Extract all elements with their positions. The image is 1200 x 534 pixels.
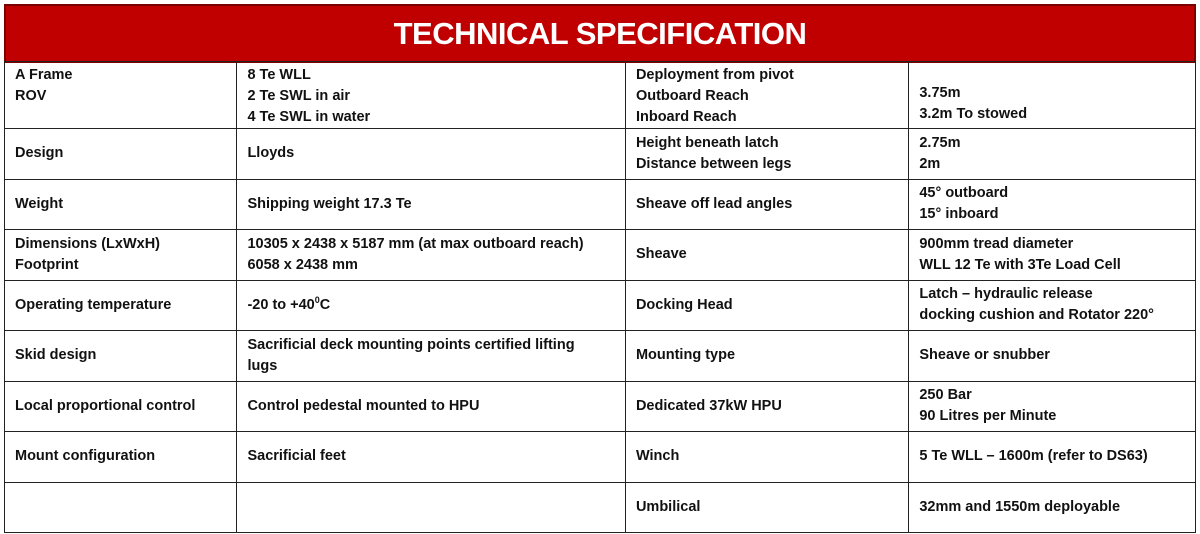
- spec-label: Deployment from pivot: [635, 67, 794, 83]
- spec-value-cell: [909, 331, 1196, 382]
- spec-label-cell: [625, 179, 908, 230]
- spec-label-cell: [625, 331, 908, 382]
- page-title: TECHNICAL SPECIFICATION: [393, 15, 807, 51]
- spec-label: Weight: [15, 195, 64, 212]
- spec-label: Mount configuration: [15, 448, 156, 465]
- spec-value: 3.75m: [919, 85, 961, 101]
- table-row: [5, 432, 1196, 483]
- spec-label: Mounting type: [635, 347, 736, 364]
- spec-label-cell: [5, 381, 237, 432]
- spec-label: Winch: [635, 448, 680, 465]
- spec-value: 6058 x 2438 mm: [247, 256, 358, 273]
- spec-value: 45° outboard: [919, 185, 1009, 202]
- spec-table: [4, 61, 1196, 533]
- spec-value: Lloyds: [247, 145, 295, 162]
- table-row: [5, 179, 1196, 230]
- spec-label-cell: [5, 179, 237, 230]
- spec-label-cell: [5, 280, 237, 331]
- spec-label-cell: [625, 482, 908, 533]
- spec-value-cell: [237, 62, 626, 129]
- title-banner: [4, 4, 1196, 63]
- table-row: [5, 482, 1196, 533]
- spec-value: lugs: [247, 357, 278, 374]
- spec-label-cell: [625, 62, 908, 129]
- spec-label-cell: [5, 129, 237, 180]
- spec-label-cell: [625, 129, 908, 180]
- table-row: [5, 230, 1196, 281]
- spec-value-cell: [237, 432, 626, 483]
- spec-value: Sheave or snubber: [919, 347, 1050, 364]
- spec-value-cell: [237, 230, 626, 281]
- table-row: [5, 129, 1196, 180]
- degree-superscript: 0: [314, 294, 320, 305]
- spec-value: docking cushion and Rotator 220°: [919, 307, 1154, 324]
- spec-value: 8 Te WLL: [247, 67, 311, 83]
- spec-label-cell: [5, 432, 237, 483]
- spec-value-cell: [237, 331, 626, 382]
- spec-value-cell: [909, 62, 1196, 129]
- spec-value-cell: [909, 280, 1196, 331]
- spec-label-cell: [5, 331, 237, 382]
- spec-label: Dimensions (LxWxH): [15, 235, 161, 252]
- spec-value: 5 Te WLL – 1600m (refer to DS63): [919, 448, 1148, 465]
- spec-value: Control pedestal mounted to HPU: [247, 397, 480, 414]
- spec-value: 900mm tread diameter: [919, 235, 1074, 252]
- table-row: [5, 331, 1196, 382]
- spec-value: Shipping weight 17.3 Te: [247, 195, 412, 212]
- spec-label: ROV: [15, 88, 47, 104]
- spec-label: Design: [15, 145, 64, 162]
- spec-value-cell: [909, 230, 1196, 281]
- spec-value: 2 Te SWL in air: [247, 88, 351, 104]
- spec-label: Sheave: [635, 246, 687, 263]
- temperature-range: -20 to +40: [247, 296, 315, 313]
- table-row: [5, 381, 1196, 432]
- spec-label: Height beneath latch: [635, 134, 779, 151]
- table-row: [5, 62, 1196, 129]
- spec-value-cell: [237, 280, 626, 331]
- spec-value-cell: [237, 129, 626, 180]
- spec-value: 2m: [919, 155, 941, 172]
- spec-label-cell: [625, 381, 908, 432]
- spec-value: 90 Litres per Minute: [919, 408, 1057, 425]
- spec-label: A Frame: [15, 67, 73, 83]
- spec-value: 250 Bar: [919, 387, 972, 404]
- spec-value-cell-empty: [237, 482, 626, 533]
- spec-value: 2.75m: [919, 134, 961, 151]
- spec-label-cell: [625, 432, 908, 483]
- spec-label: Footprint: [15, 256, 79, 273]
- spec-value: 32mm and 1550m deployable: [919, 498, 1121, 515]
- spec-label: Skid design: [15, 347, 97, 364]
- spec-value: WLL 12 Te with 3Te Load Cell: [919, 256, 1121, 273]
- spec-label: Umbilical: [635, 498, 701, 515]
- spec-label: Distance between legs: [635, 155, 792, 172]
- spec-value: Latch – hydraulic release: [919, 286, 1093, 303]
- spec-label: Docking Head: [635, 296, 733, 313]
- spec-label-cell: [625, 280, 908, 331]
- spec-value-cell: [909, 432, 1196, 483]
- spec-label: Sheave off lead angles: [635, 195, 793, 212]
- temperature-unit: C: [319, 296, 331, 313]
- spec-label-cell: [625, 230, 908, 281]
- spec-label: Local proportional control: [15, 397, 196, 414]
- spec-value: Sacrificial feet: [247, 448, 346, 465]
- spec-value-cell: [909, 381, 1196, 432]
- spec-value: 3.2m To stowed: [919, 106, 1028, 122]
- table-row: [5, 280, 1196, 331]
- spec-label-cell-empty: [5, 482, 237, 533]
- spec-value: 4 Te SWL in water: [247, 109, 371, 125]
- spec-label: Dedicated 37kW HPU: [635, 397, 782, 414]
- spec-value-cell: [909, 482, 1196, 533]
- spec-label: Outboard Reach: [635, 88, 749, 104]
- spec-value-cell: [909, 129, 1196, 180]
- spec-label: Inboard Reach: [635, 109, 737, 125]
- spec-label-cell: [5, 62, 237, 129]
- spec-value: Sacrificial deck mounting points certified lifting: [247, 336, 575, 353]
- spec-value-cell: [237, 381, 626, 432]
- spec-value: 10305 x 2438 x 5187 mm (at max outboard reach): [247, 235, 584, 252]
- spec-label-cell: [5, 230, 237, 281]
- spec-value-cell: [237, 179, 626, 230]
- spec-value: 15° inboard: [919, 206, 999, 223]
- spec-label: Operating temperature: [15, 296, 172, 313]
- spec-value-cell: [909, 179, 1196, 230]
